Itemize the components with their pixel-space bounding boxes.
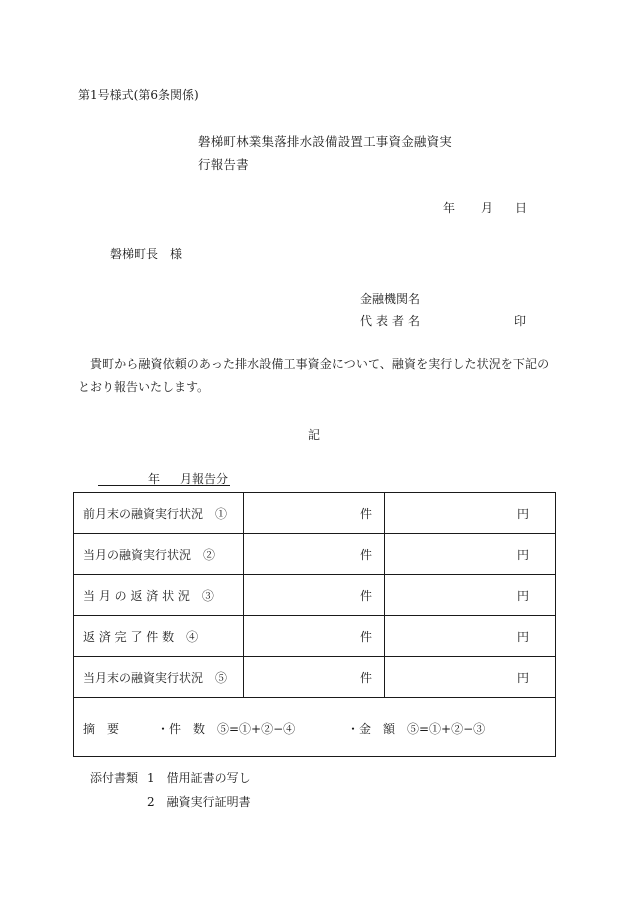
amount-cell: 円 (385, 493, 556, 534)
row-label: 返 済 完 了 件 数 ④ (74, 616, 244, 657)
table-row (74, 657, 556, 698)
row-label: 当月の融資実行状況 ② (74, 534, 244, 575)
row-label: 当 月 の 返 済 状 況 ③ (74, 575, 244, 616)
amount-formula: ・金 額 ⑤=①+②−③ (347, 722, 486, 736)
period-month-report: 月報告分 (180, 472, 229, 486)
bank-name-label: 金融機関名 (360, 292, 421, 306)
count-cell: 件 (244, 616, 385, 657)
table-row (74, 575, 556, 616)
table-row (74, 493, 556, 534)
amount-cell: 円 (385, 616, 556, 657)
addressee: 磐梯町長 様 (110, 247, 183, 261)
representative-label: 代表者名 (360, 314, 425, 328)
summary-cell (74, 698, 556, 757)
form-number-label: 第1号様式(第6条関係) (78, 88, 199, 102)
ki-heading: 記 (308, 428, 321, 442)
count-formula: ・件 数 ⑤=①+②−④ (157, 722, 296, 736)
seal-mark: 印 (514, 314, 527, 328)
table-row (74, 616, 556, 657)
document-title-line1: 磐梯町林業集落排水設備設置工事資金融資実 (198, 134, 453, 149)
count-cell: 件 (244, 493, 385, 534)
amount-cell: 円 (385, 575, 556, 616)
body-text-line1: 貴町から融資依頼のあった排水設備工事資金について、融資を実行した状況を下記の (90, 357, 550, 371)
document-title-line2: 行報告書 (198, 157, 249, 172)
count-cell: 件 (244, 575, 385, 616)
report-period (98, 470, 230, 486)
date-month: 月 (481, 201, 494, 215)
body-text-line2: とおり報告いたします。 (78, 380, 210, 394)
count-cell: 件 (244, 534, 385, 575)
attachments-label: 添付書類 (90, 771, 139, 785)
row-label: 当月末の融資実行状況 ⑤ (74, 657, 244, 698)
summary-row (74, 698, 556, 757)
date-year: 年 (443, 201, 456, 215)
summary-label: 摘 要 (83, 722, 120, 736)
date-day: 日 (515, 201, 528, 215)
amount-cell: 円 (385, 534, 556, 575)
count-cell: 件 (244, 657, 385, 698)
amount-cell: 円 (385, 657, 556, 698)
row-label: 前月末の融資実行状況 ① (74, 493, 244, 534)
report-table (73, 492, 556, 757)
table-row (74, 534, 556, 575)
attachment-item: 2 融資実行証明書 (147, 795, 251, 809)
attachment-item: 1 借用証書の写し (147, 771, 251, 785)
period-year: 年 (148, 472, 161, 486)
